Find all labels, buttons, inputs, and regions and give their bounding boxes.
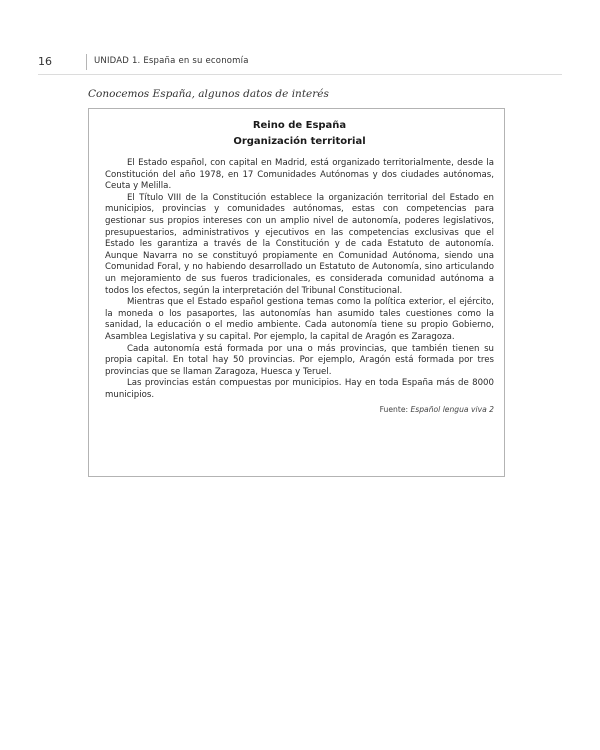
box-body (105, 158, 494, 401)
source-label: Fuente: (379, 405, 409, 415)
box-title-line1: Reino de España (252, 120, 347, 131)
paragraph: Cada autonomía está formada por una o más provincias, que también tienen su propia capital. En total hay 50 provincias. Por ejemplo, Aragón está formada por tres provincias que se llaman Zaragoza, Huesca y Teruel. (105, 343, 494, 377)
page-number: 16 (38, 55, 52, 68)
page-header (38, 54, 562, 72)
section-heading: Conocemos España, algunos datos de interés (88, 88, 329, 100)
source-title: Español lengua viva 2 (410, 405, 494, 415)
source-citation (105, 403, 494, 416)
paragraph: El Estado español, con capital en Madrid, está organizado territorialmente, desde la Constitución del año 1978, en 17 Comunidades Autónomas y dos ciudades autónomas, Ceuta y Melilla. (105, 158, 494, 192)
paragraph: Las provincias están compuestas por municipios. Hay en toda España más de 8000 municipios. (105, 378, 494, 400)
header-rule (38, 74, 562, 75)
unit-title: UNIDAD 1. España en su economía (94, 56, 249, 66)
paragraph: El Título VIII de la Constitución establece la organización territorial del Estado en municipios, provincias y comunidades autónomas, estas con competencias para gestionar sus propios intereses con un amplio nivel de autonomía, poderes legislativos, presupuestarios, administrativos y ejecutivos en las competencias exclusivas que el Estado les garantiza a través de la Constitución y de cada Estatuto de autonomía. Aunque Navarra no se constituyó propiamente en Comunidad Autónoma, siendo una Comunidad Foral, y no habiendo desarrollado un Estatuto de Autonomía, sino articulando un mejoramiento de sus fueros tradicionales, es considerada comunidad autónoma a todos los efectos, según la interpretación del Tribunal Constitucional. (105, 192, 494, 296)
info-box (88, 108, 505, 477)
header-divider (86, 54, 87, 70)
box-title-line2: Organización territorial (233, 136, 366, 147)
paragraph: Mientras que el Estado español gestiona temas como la política exterior, el ejército, la moneda o los pasaportes, las autonomías han asumido tales cuestiones como la sanidad, la educación o el medio ambiente. Cada autonomía tiene su propio Gobierno, Asamblea Legislativa y su capital. Por ejemplo, la capital de Aragón es Zaragoza. (105, 297, 494, 342)
